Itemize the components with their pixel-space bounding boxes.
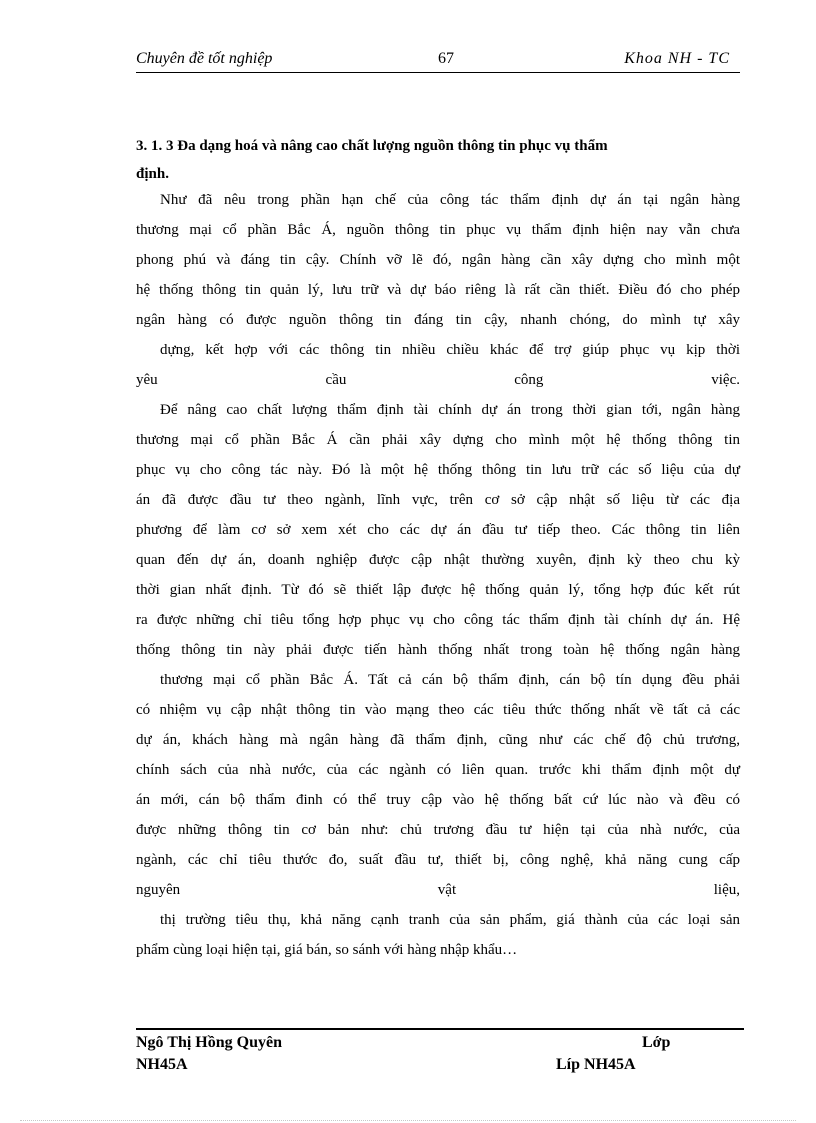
body-line: phục vụ cho công tác này. Đó là một hệ thống thông tin lưu trữ các số liệu của dự bbox=[136, 462, 740, 478]
body-line: được những thông tin cơ bản như: chủ trương đầu tư hiện tại của nhà nước, của bbox=[136, 822, 740, 838]
body-line: thương mại cổ phần Bắc Á, nguồn thông tin phục vụ thẩm định hiện nay vẫn chưa bbox=[136, 222, 740, 238]
body-line: thời gian nhất định. Từ đó sẽ thiết lập được hệ thống quản lý, tổng hợp đúc kết rút bbox=[136, 582, 740, 598]
body-line: yêu cầu công việc. bbox=[136, 372, 740, 388]
body-line: có nhiệm vụ cập nhật thông tin vào mạng theo các tiêu thức thống nhất về tất cả các bbox=[136, 702, 740, 718]
body-line: ra được những chỉ tiêu tổng hợp phục vụ cho công tác thẩm định tài chính dự án. Hệ bbox=[136, 612, 740, 628]
body-line: ngành, các chỉ tiêu thước đo, suất đầu tư, thiết bị, công nghệ, khả năng cung cấp bbox=[136, 852, 740, 868]
bottom-dotted-border bbox=[20, 1120, 796, 1121]
body-line: hệ thống thông tin quản lý, lưu trữ và dự báo riêng là rất cần thiết. Điều đó cho phép bbox=[136, 282, 740, 298]
body-line: thương mại cổ phần Bắc Á. Tất cả cán bộ thẩm định, cán bộ tín dụng đều phải bbox=[160, 672, 740, 688]
footer-divider bbox=[136, 1028, 744, 1030]
body-line: thương mại cổ phần Bắc Á cần phải xây dựng cho mình một hệ thống thông tin bbox=[136, 432, 740, 448]
header-doc-title: Chuyên đề tốt nghiệp bbox=[136, 50, 273, 67]
footer-class-full: Líp NH45A bbox=[556, 1056, 636, 1073]
footer-author-name: Ngô Thị Hồng Quyên bbox=[136, 1034, 282, 1051]
body-line: Như đã nêu trong phần hạn chế của công tác thẩm định dự án tại ngân hàng bbox=[160, 192, 740, 208]
section-heading-line: 3. 1. 3 Đa dạng hoá và nâng cao chất lượng nguồn thông tin phục vụ thẩm bbox=[136, 138, 608, 154]
body-line: dự án, khách hàng mà ngân hàng đã thẩm định, cũng như các chế độ chủ trương, bbox=[136, 732, 740, 748]
body-line: án mới, cán bộ thẩm đinh có thể truy cập vào hệ thống bất cứ lúc nào và đều có bbox=[136, 792, 740, 808]
footer-class-label: Lớp bbox=[642, 1034, 671, 1051]
body-line: nguyên vật liệu, bbox=[136, 882, 740, 898]
body-line: phương để làm cơ sở xem xét cho các dự án đầu tư tiếp theo. Các thông tin liên bbox=[136, 522, 740, 538]
page-header bbox=[136, 50, 740, 73]
body-line: thị trường tiêu thụ, khả năng cạnh tranh của sản phẩm, giá thành của các loại sản bbox=[160, 912, 740, 928]
body-line: phong phú và đáng tin cậy. Chính vỡ lẽ đó, ngân hàng cần xây dựng cho mình một bbox=[136, 252, 740, 268]
body-line: quan đến dự án, doanh nghiệp được cập nhật thường xuyên, định kỳ theo chu kỳ bbox=[136, 552, 740, 568]
header-page-number: 67 bbox=[438, 50, 454, 67]
header-department: Khoa NH - TC bbox=[624, 50, 730, 67]
body-line: thống thông tin này phải được tiến hành thống nhất trong toàn hệ thống ngân hàng bbox=[136, 642, 740, 658]
section-heading-line: định. bbox=[136, 166, 169, 182]
section-heading bbox=[136, 132, 740, 188]
body-line: ngân hàng có được nguồn thông tin đáng tin cậy, nhanh chóng, do mình tự xây bbox=[136, 312, 740, 328]
footer-class-code: NH45A bbox=[136, 1056, 188, 1073]
body-line: dựng, kết hợp với các thông tin nhiều chiều khác để trợ giúp phục vụ kịp thời bbox=[160, 342, 740, 358]
body-line: phẩm cùng loại hiện tại, giá bán, so sánh với hàng nhập khẩu… bbox=[136, 942, 518, 958]
body-line: Để nâng cao chất lượng thẩm định tài chính dự án trong thời gian tới, ngân hàng bbox=[160, 402, 740, 418]
body-line: án đã được đầu tư theo ngành, lĩnh vực, trên cơ sở cập nhật số liệu từ các địa bbox=[136, 492, 740, 508]
body-line: chính sách của nhà nước, của các ngành có liên quan. trước khi thẩm định một dự bbox=[136, 762, 740, 778]
